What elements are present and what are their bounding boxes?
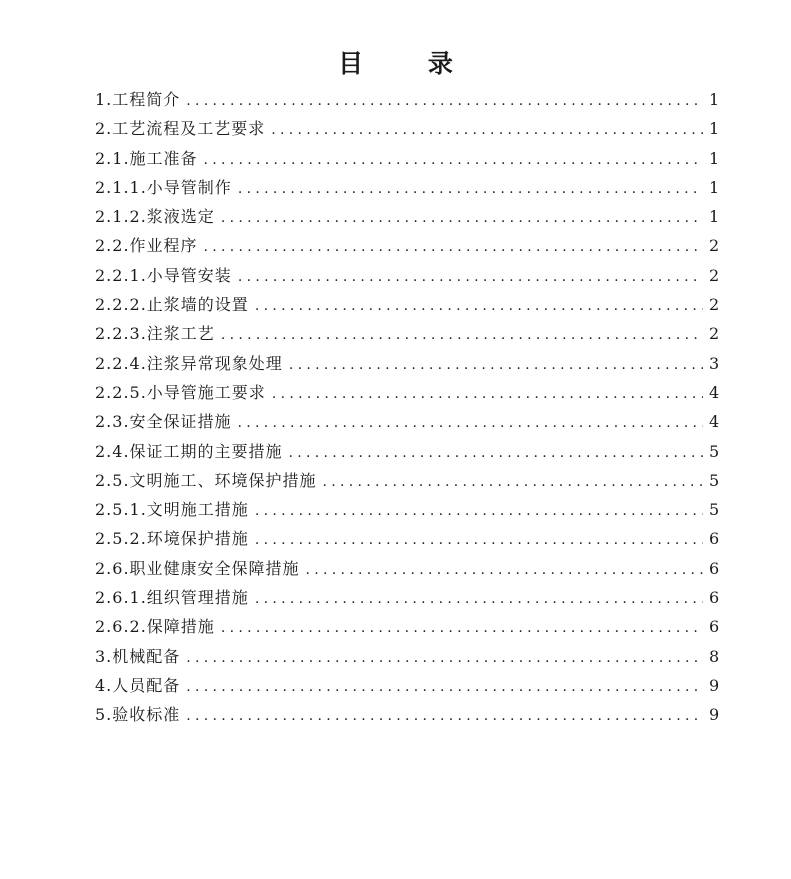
toc-entry-21[interactable] [95, 700, 719, 729]
toc-entry-label: 3.机械配备 [95, 646, 181, 666]
toc-entry-label: 2.2.4.注浆异常现象处理 [95, 353, 283, 373]
toc-entry-label: 2.6.1.组织管理措施 [95, 588, 249, 608]
toc-entry-page: 6 [709, 558, 720, 578]
toc-dot-leader [186, 87, 703, 116]
toc-entry-page: 3 [709, 353, 720, 373]
toc-dot-leader [272, 380, 703, 409]
toc-entry-label: 2.3.安全保证措施 [95, 412, 232, 432]
toc-entry-page: 5 [709, 500, 720, 520]
toc-dot-leader [186, 673, 703, 702]
toc-dot-leader [238, 409, 703, 438]
toc-entry-page: 1 [709, 207, 720, 227]
toc-dot-leader [221, 321, 703, 350]
toc-dot-leader [255, 585, 703, 614]
toc-entry-label: 2.6.2.保障措施 [95, 617, 215, 637]
toc-dot-leader [306, 556, 703, 585]
toc-entry-3[interactable] [95, 173, 719, 202]
toc-entry-4[interactable] [95, 202, 719, 231]
toc-entry-9[interactable] [95, 349, 719, 378]
toc-entry-label: 2.1.2.浆液选定 [95, 207, 215, 227]
toc-entry-16[interactable] [95, 554, 719, 583]
toc-entry-page: 1 [709, 148, 720, 168]
toc-entry-page: 5 [709, 470, 720, 490]
toc-entry-7[interactable] [95, 290, 719, 319]
toc-entry-label: 5.验收标准 [95, 705, 181, 725]
toc-entry-label: 2.2.3.注浆工艺 [95, 324, 215, 344]
toc-dot-leader [221, 614, 703, 643]
toc-entry-label: 2.2.1.小导管安装 [95, 265, 232, 285]
toc-entry-label: 2.5.1.文明施工措施 [95, 500, 249, 520]
toc-dot-leader [238, 263, 703, 292]
toc-entry-page: 6 [709, 588, 720, 608]
toc-dot-leader [271, 116, 703, 145]
toc-entry-page: 1 [709, 119, 720, 139]
toc-entry-label: 2.5.2.环境保护措施 [95, 529, 249, 549]
toc-dot-leader [289, 439, 703, 468]
toc-dot-leader [238, 175, 703, 204]
toc-entry-12[interactable] [95, 437, 719, 466]
toc-entry-page: 4 [709, 382, 720, 402]
toc-entry-page: 2 [709, 295, 720, 315]
toc-entry-page: 2 [709, 265, 720, 285]
toc-entry-page: 1 [709, 177, 720, 197]
toc-entry-10[interactable] [95, 378, 719, 407]
toc-dot-leader [255, 526, 703, 555]
toc-entry-19[interactable] [95, 642, 719, 671]
toc-entry-label: 2.2.作业程序 [95, 236, 198, 256]
toc-dot-leader [255, 497, 703, 526]
toc-entry-page: 6 [709, 617, 720, 637]
toc-entry-label: 2.4.保证工期的主要措施 [95, 441, 283, 461]
toc-entry-5[interactable] [95, 231, 719, 260]
toc-entry-0[interactable] [95, 85, 719, 114]
toc-entry-page: 6 [709, 529, 720, 549]
toc-entry-label: 2.1.1.小导管制作 [95, 177, 232, 197]
toc-entry-page: 1 [709, 90, 720, 109]
toc-dot-leader [204, 146, 703, 175]
toc-entry-page: 9 [709, 705, 720, 725]
toc-entry-label: 2.1.施工准备 [95, 148, 198, 168]
toc-entry-page: 2 [709, 236, 720, 256]
toc-title: 目 录 [338, 49, 481, 78]
toc-entry-label: 2.2.5.小导管施工要求 [95, 382, 266, 402]
toc-dot-leader [323, 468, 703, 497]
toc-entry-page: 4 [709, 412, 720, 432]
toc-entry-label: 2.6.职业健康安全保障措施 [95, 558, 300, 578]
table-of-contents [95, 85, 719, 730]
toc-entry-18[interactable] [95, 612, 719, 641]
toc-entry-label: 2.5.文明施工、环境保护措施 [95, 470, 317, 490]
toc-dot-leader [255, 292, 703, 321]
toc-entry-13[interactable] [95, 466, 719, 495]
toc-entry-label: 2.2.2.止浆墙的设置 [95, 295, 249, 315]
toc-entry-20[interactable] [95, 671, 719, 700]
toc-entry-8[interactable] [95, 319, 719, 348]
toc-dot-leader [289, 351, 703, 380]
toc-entry-2[interactable] [95, 144, 719, 173]
toc-entry-page: 5 [709, 441, 720, 461]
toc-dot-leader [204, 233, 703, 262]
toc-entry-label: 2.工艺流程及工艺要求 [95, 119, 266, 139]
toc-entry-11[interactable] [95, 407, 719, 436]
toc-entry-17[interactable] [95, 583, 719, 612]
toc-entry-6[interactable] [95, 261, 719, 290]
toc-entry-page: 8 [709, 646, 720, 666]
toc-entry-1[interactable] [95, 114, 719, 143]
toc-dot-leader [221, 204, 703, 233]
toc-dot-leader [186, 644, 703, 673]
toc-entry-15[interactable] [95, 524, 719, 553]
toc-dot-leader [186, 702, 703, 731]
toc-entry-14[interactable] [95, 495, 719, 524]
toc-entry-label: 1.工程简介 [95, 90, 181, 109]
toc-entry-page: 2 [709, 324, 720, 344]
toc-entry-page: 9 [709, 675, 720, 695]
toc-entry-label: 4.人员配备 [95, 675, 181, 695]
